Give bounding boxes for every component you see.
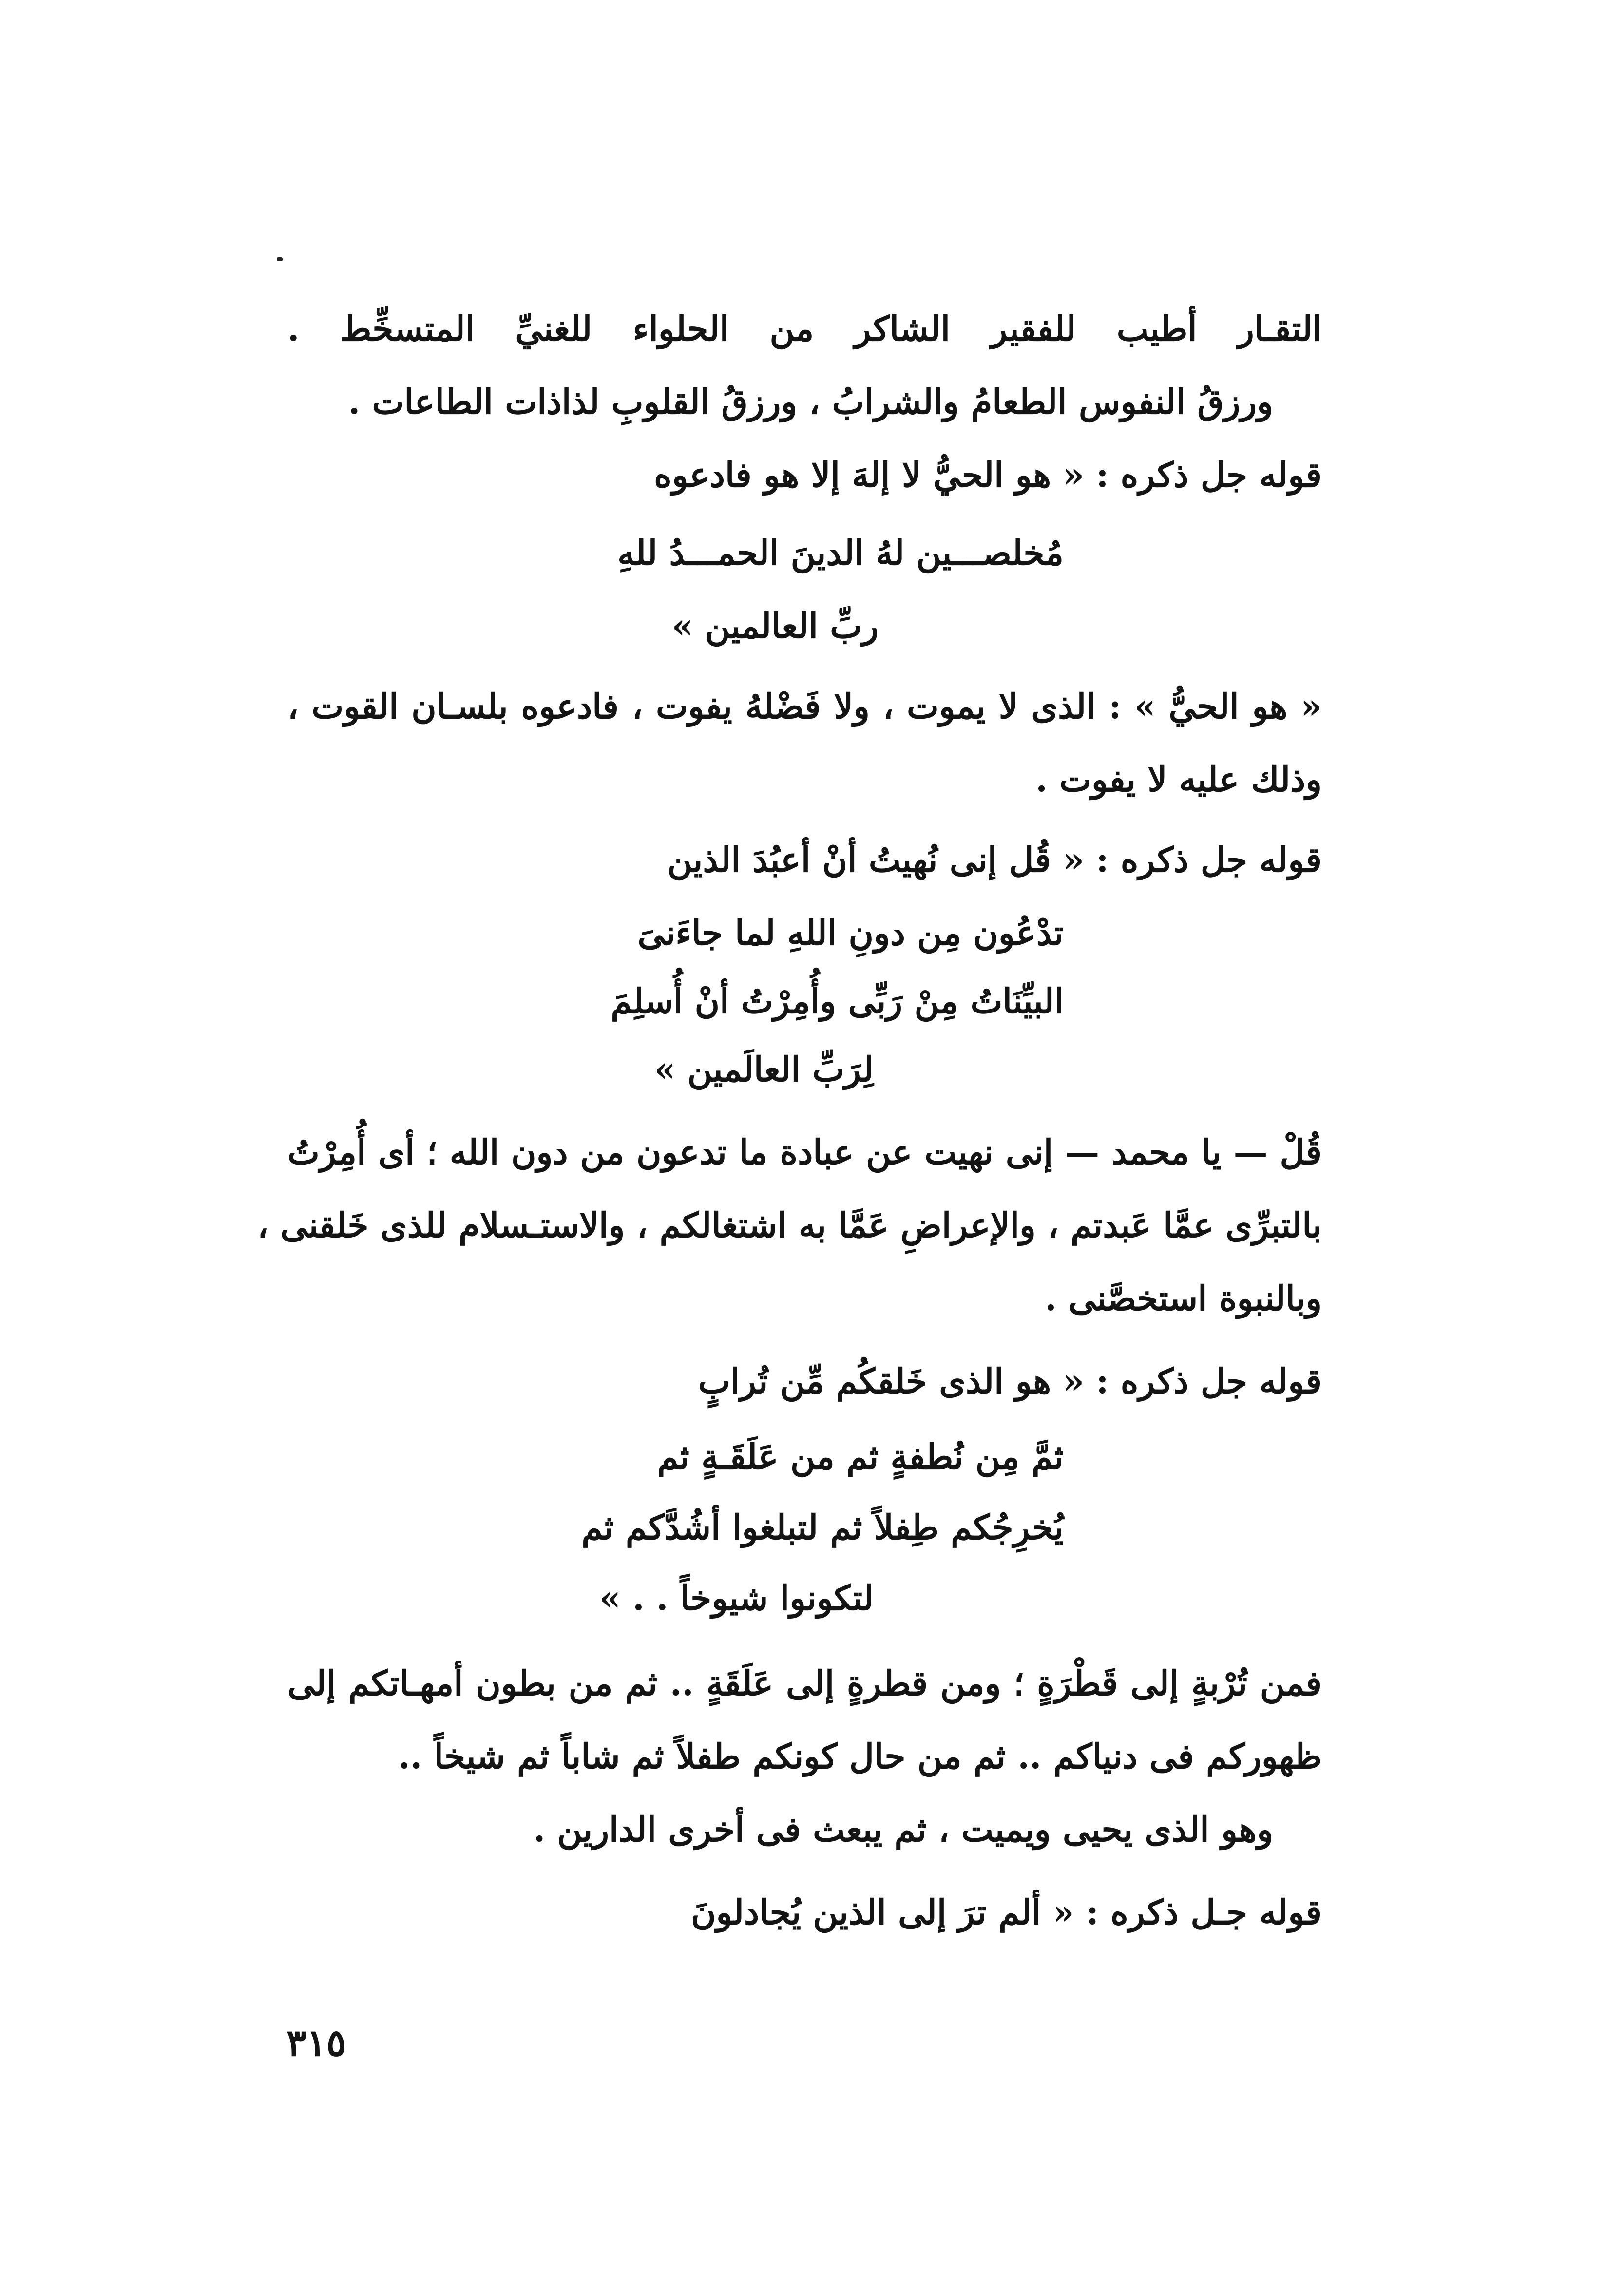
paragraph-line: ورزقُ النفوس الطعامُ والشرابُ ، ورزقُ القلوبِ لذاذات الطاعات . — [348, 382, 1273, 422]
quran-verse-line: البيِّنَاتُ مِنْ رَبِّى وأُمِرْتُ أنْ أُسلِمَ — [611, 981, 1064, 1021]
commentary-line: وذلك عليه لا يفوت . — [1035, 759, 1322, 800]
quran-verse-line: قوله جل ذكره : « قُل إنى نُهيتُ أنْ أعبُدَ الذين — [667, 840, 1322, 880]
paragraph-continuation-line: التقـار أطيب للفقير الشاكر من الحلواء للغنيِّ المتسخِّط . — [287, 308, 1322, 349]
commentary-line: وهو الذى يحيى ويميت ، ثم يبعث فى أخرى الدارين . — [533, 1809, 1273, 1850]
commentary-line: قُلْ — يا محمد — إنى نهيت عن عبادة ما تدعون من دون الله ؛ أى أُمِرْتُ — [287, 1132, 1322, 1172]
scan-speck — [277, 257, 283, 261]
quran-verse-line: يُخرِجُكم طِفلاً ثم لتبلغوا أشُدَّكم ثم — [581, 1507, 1064, 1547]
quran-verse-line: ثمَّ مِن نُطفةٍ ثم من عَلَقَـةٍ ثم — [657, 1436, 1064, 1477]
commentary-line: ظهوركم فى دنياكم .. ثم من حال كونكم طفلاً ثم شاباً ثم شيخاً .. — [398, 1736, 1322, 1776]
quran-verse-line: قوله جل ذكره : « هو الذى خَلقكُم مِّن تُرابٍ — [698, 1361, 1322, 1401]
quran-verse-line: لتكونوا شيوخاً . . » — [599, 1578, 874, 1618]
quran-verse-line: تدْعُون مِن دونِ اللهِ لما جاءَنىَ — [637, 913, 1064, 953]
quran-verse-line: لِرَبِّ العالَمين » — [654, 1049, 874, 1089]
quran-verse-line: ربِّ العالمين » — [671, 606, 879, 646]
quran-verse-line: قوله جـل ذكره : « ألم ترَ إلى الذين يُجادلونَ — [691, 1892, 1322, 1932]
commentary-line: فمن تُرْبةٍ إلى قَطْرَةٍ ؛ ومن قطرةٍ إلى عَلَقَةٍ .. ثم من بطون أمهـاتكم إلى — [287, 1663, 1322, 1703]
quran-verse-line: مُخلصـــين لهُ الدينَ الحمـــدُ للهِ — [617, 533, 1064, 573]
commentary-line: وبالنبوة استخصَّنى . — [1045, 1278, 1322, 1318]
commentary-line: « هو الحيُّ » : الذى لا يموت ، ولا فَضْلهُ يفوت ، فادعوه بلسـان القوت ، — [287, 686, 1322, 726]
commentary-line: بالتبرِّى عمَّا عَبدتم ، والإعراضِ عَمَّا به اشتغالكم ، والاستـسلام للذى خَلقنى ، — [257, 1205, 1322, 1245]
quran-verse-line: قوله جل ذكره : « هو الحيُّ لا إلهَ إلا هو فادعوه — [654, 455, 1322, 495]
page-number: ٣١٥ — [287, 2021, 346, 2064]
